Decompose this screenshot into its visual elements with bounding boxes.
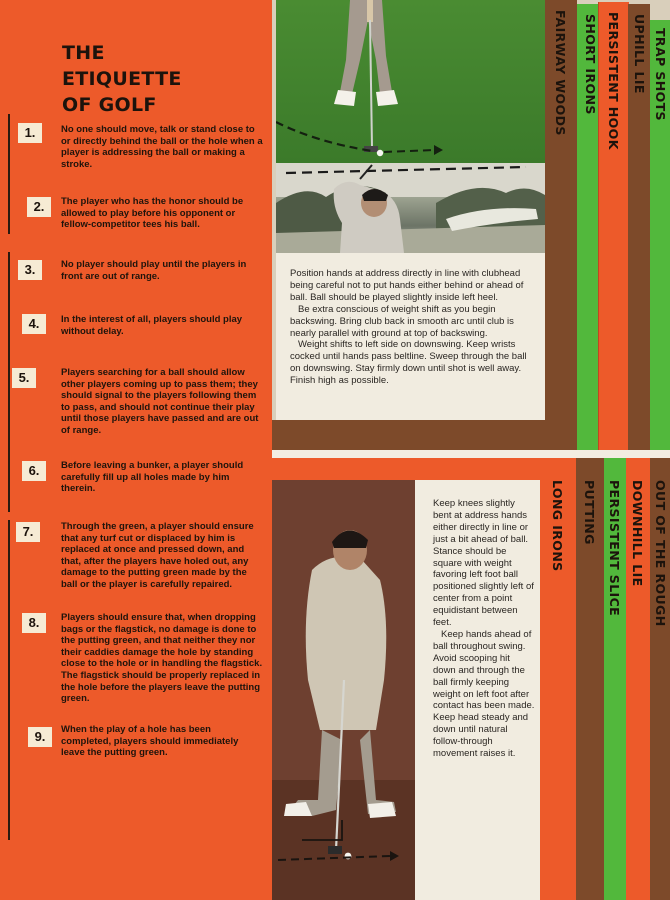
tab-uphill-lie[interactable] <box>628 4 650 452</box>
rule-number: 4. <box>22 314 46 334</box>
golfer-address-illustration <box>276 0 545 163</box>
rule-number: 7. <box>16 522 40 542</box>
rule-line <box>8 114 10 234</box>
etiquette-title: THE ETIQUETTE OF GOLF <box>62 42 182 116</box>
brown-band <box>272 420 577 450</box>
long-irons-paragraph: Keep hands ahead of ball throughout swing. Avoid scooping hit down and through the ball firmly keeping weight on left foot after contact has been made. Keep head steady and down until natural follow-through movement raises it. <box>433 628 535 760</box>
rule-line <box>8 452 10 512</box>
rule-line <box>8 252 10 452</box>
tab-trap-shots-label: TRAP SHOTS <box>653 28 668 121</box>
fairway-woods-paragraph: Weight shifts to left side on downswing. Keep wrists cocked until hands pass beltline. Sweep through the ball on downswing. Stay firmly down until shot is well away. Finish high as possible. <box>290 339 527 387</box>
tab-putting-label: PUTTING <box>582 480 597 545</box>
tab-downhill-lie[interactable] <box>626 458 650 900</box>
rule-text: Players searching for a ball should allow other players coming up to pass them; they should signal to the players following them to pass, and should not continue their play until those players have passed and are out of range. <box>61 367 259 436</box>
tab-persistent-slice-label: PERSISTENT SLICE <box>607 480 622 617</box>
orange-strip <box>272 458 540 480</box>
rule-number: 1. <box>18 123 42 143</box>
rule-line <box>8 520 10 840</box>
tab-persistent-hook-label: PERSISTENT HOOK <box>606 12 621 150</box>
rule-number: 2. <box>27 197 51 217</box>
rule-text: The player who has the honor should be allowed to play before his opponent or fellow-competitor tees his ball. <box>61 196 244 231</box>
fairway-woods-text <box>290 268 536 387</box>
tab-out-of-the-rough[interactable] <box>650 458 670 900</box>
backswing-photo <box>276 163 545 253</box>
tab-uphill-lie-label: UPHILL LIE <box>632 14 647 94</box>
tab-long-irons[interactable] <box>540 458 576 900</box>
long-irons-photo <box>272 480 415 900</box>
rule-number: 8. <box>22 613 46 633</box>
rule-number: 9. <box>28 727 52 747</box>
golfer-long-irons-illustration <box>272 480 415 900</box>
long-irons-text <box>433 498 535 760</box>
page-divider <box>272 450 670 458</box>
tab-trap-shots[interactable] <box>650 20 670 452</box>
golfer-backswing-illustration <box>276 163 545 253</box>
tab-persistent-hook[interactable] <box>598 2 629 452</box>
fairway-woods-photo <box>276 0 545 163</box>
tab-fairway-woods-label: FAIRWAY WOODS <box>553 10 568 136</box>
tab-putting[interactable] <box>576 458 604 900</box>
rule-text: No one should move, talk or stand close to or directly behind the ball or the hole when a player is addressing the ball or making a stroke. <box>61 124 263 170</box>
rule-text: Players should ensure that, when dropping bags or the flagstick, no damage is done to the putting green, and that neither they nor their caddies damage the hole by standing close to the hole or in handling the flagstick. The flagstick should be properly replaced in the hole before the players leave the putting green. <box>61 612 263 705</box>
tab-downhill-lie-label: DOWNHILL LIE <box>630 480 645 587</box>
rule-text: When the play of a hole has been completed, players should immediately leave the putting green. <box>61 724 239 759</box>
etiquette-panel <box>0 0 272 900</box>
tab-short-irons-label: SHORT IRONS <box>583 14 598 115</box>
tab-out-of-the-rough-label: OUT OF THE ROUGH <box>653 480 668 627</box>
fairway-woods-paragraph: Be extra conscious of weight shift as you begin backswing. Bring club back in smooth arc until club is nearly parallel with ground at top of backswing. <box>290 303 514 339</box>
rule-text: Through the green, a player should ensure that any turf cut or displaced by him is replaced at once and pressed down, and that, after the players have holed out, any damage to the putting green made by the ball or the player is carefully repaired. <box>61 521 254 590</box>
tab-fairway-woods[interactable] <box>545 0 577 452</box>
fairway-woods-paragraph: Position hands at address directly in line with clubhead being careful not to put hands either behind or ahead of ball. Ball should be played slightly inside left heel. <box>290 268 524 303</box>
rule-text: No player should play until the players in front are out of range. <box>61 259 247 282</box>
tab-persistent-slice[interactable] <box>604 458 626 900</box>
rule-number: 5. <box>12 368 36 388</box>
long-irons-paragraph: Keep knees slightly bent at address hands either directly in line or just a bit ahead of ball. Stance should be square with weight favoring left foot ball positioned slightly left of center from a point equidistant between feet. <box>433 498 534 629</box>
rule-text: In the interest of all, players should play without delay. <box>61 314 243 337</box>
rule-number: 3. <box>18 260 42 280</box>
rule-number: 6. <box>22 461 46 481</box>
rule-text: Before leaving a bunker, a player should carefully fill up all holes made by him therein. <box>61 460 244 495</box>
tab-long-irons-label: LONG IRONS <box>550 480 565 572</box>
